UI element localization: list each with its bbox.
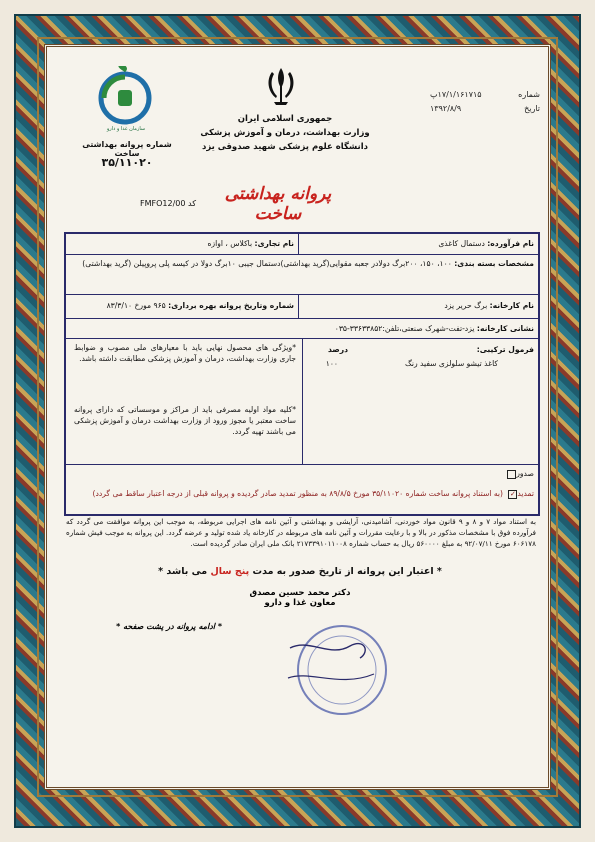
factory-value: برگ حریر یزد [444, 301, 488, 310]
signer-title: معاون غذا و دارو [264, 598, 336, 608]
address-label: نشانی کارخانه: [476, 324, 534, 333]
continued-note: * ادامه پروانه در پشت صفحه * [116, 622, 222, 631]
date-value: ۱۳۹۲/۸/۹ [430, 104, 462, 113]
renew-text: (به استناد پروانه ساخت شماره ۳۵/۱۱۰۲۰ مورخ ۸۹/۸/۵ به منظور تمدید صادر گردیده و پروانه قبلی از درجه اعتبار ساقط می گردد) [92, 489, 503, 498]
renew-checkbox: ✓ [509, 489, 516, 498]
product-name-row [304, 238, 534, 249]
license-number: ۳۵/۱۱۰۲۰ [101, 156, 153, 169]
formula-label: فرمول ترکیبی: [476, 345, 534, 354]
packaging-value: ۱۰۰، ۱۵۰، ۲۰۰برگ دولادر جعبه مقوایی(گرید بهداشتی)دستمال جیبی ۱۰برگ دولا در کیسه پلی پروپیلن (گرید بهداشتی) [82, 259, 452, 268]
form-code-label: کد [188, 199, 197, 208]
packaging-row [72, 258, 534, 269]
logo-caption: سازمان غذا و دارو [106, 126, 146, 132]
factory-label: نام کارخانه: [489, 301, 534, 310]
gov-line-2: وزارت بهداشت، درمان و آموزش پزشکی [200, 128, 370, 138]
renew-label: تمدید [517, 489, 534, 498]
form-code [140, 199, 230, 208]
iran-emblem-icon [262, 64, 300, 106]
factory-row [304, 300, 534, 311]
license-number-label: شماره پروانه بهداشتی ساخت [82, 140, 172, 158]
validity-statement [120, 566, 480, 577]
address-value: یزد-تفت-شهرک صنعتی،تلفن:۳۳۶۳۳۸۵۲-۰۳۵ [334, 324, 475, 333]
operation-license-label: شماره وتاریخ پروانه بهره برداری: [168, 301, 294, 310]
trade-name-value: باکلاس ، اوازه [207, 239, 253, 248]
product-name-value: دستمال کاغذی [438, 239, 485, 248]
note-standards: *ویژگی های محصول نهایی باید با معیارهای ملی مصوب و ضوابط جاری وزارت بهداشت، درمان و آموزش پزشکی مطابقت داشته باشد. [74, 343, 296, 363]
packaging-label: مشخصات بسته بندی: [454, 259, 534, 268]
number-label: شماره [518, 90, 540, 99]
issue-label: صدور [516, 469, 534, 478]
official-stamp [270, 618, 390, 718]
validity-part-1: * اعتبار این پروانه از تاریخ صدور به مدت [252, 566, 442, 577]
product-details-table [64, 232, 540, 516]
form-code-value: FMFO12/00 [140, 199, 186, 208]
gov-line-3: دانشگاه علوم پزشکی شهید صدوقی یزد [201, 142, 369, 152]
formula-percent: ۱۰۰ [325, 359, 338, 368]
operation-license-row [72, 300, 294, 311]
renew-row [72, 488, 534, 499]
legal-text: به استناد مواد ۷ و ۸ و ۹ قانون مواد خوردنی، آشامیدنی، آرایشی و بهداشتی و آئین نامه های اجرایی مربوطه، به موجب این پروانه موافقت می گردد که فرآورده فوق با مشخصات مذکور در بالا و با رعایت مقررات و آئین نامه های مربوطه در کارخانه یاد شده تولید و عرضه گردد. این پروانه به موجب فیش شماره ۶۰۶۱۷۸ مورخ ۹۲/۰۷/۱۱ به مبلغ ۵۶۰۰۰۰ ریال به حساب شماره ۲۱۷۳۳۹۱۰۱۱۰۰۸ بانک ملی ایران صادر گردیده است. [66, 517, 536, 548]
trade-name-label: نام تجاری: [254, 239, 294, 248]
trade-name-row [74, 238, 294, 249]
issue-row [74, 468, 534, 479]
note-raw-materials: *کلیه مواد اولیه مصرفی باید از مراکز و موسساتی که دارای پروانه ساخت معتبر یا مجوز ورود از وزارت بهداشت درمان و آموزش پزشکی می باشند تهیه گردد. [74, 405, 296, 436]
date-label: تاریخ [524, 104, 540, 113]
validity-part-2: می باشد * [158, 566, 208, 577]
validity-period: پنج سال [210, 566, 250, 577]
food-drug-organization-logo [92, 66, 158, 126]
formula-item: کاغذ تیشو سلولزی سفید رنگ [405, 359, 498, 368]
signer-name: دکتر محمد حسین مصدق [249, 588, 351, 598]
gov-line-1: جمهوری اسلامی ایران [237, 114, 333, 124]
issue-checkbox [507, 470, 516, 479]
document-meta [430, 88, 540, 116]
operation-license-value: ۹۶۵ مورخ ۸۳/۳/۱۰ [106, 301, 166, 310]
document-title: پروانه بهداشتی ساخت [224, 184, 332, 224]
address-row [72, 323, 534, 334]
number-value: ۱۷/۱/۱۶۱۷۱۵پ [430, 90, 482, 99]
issuing-authority [200, 112, 370, 154]
signatory [190, 588, 410, 608]
percent-label: درصد [328, 345, 348, 354]
product-name-label: نام فرآورده: [487, 239, 534, 248]
